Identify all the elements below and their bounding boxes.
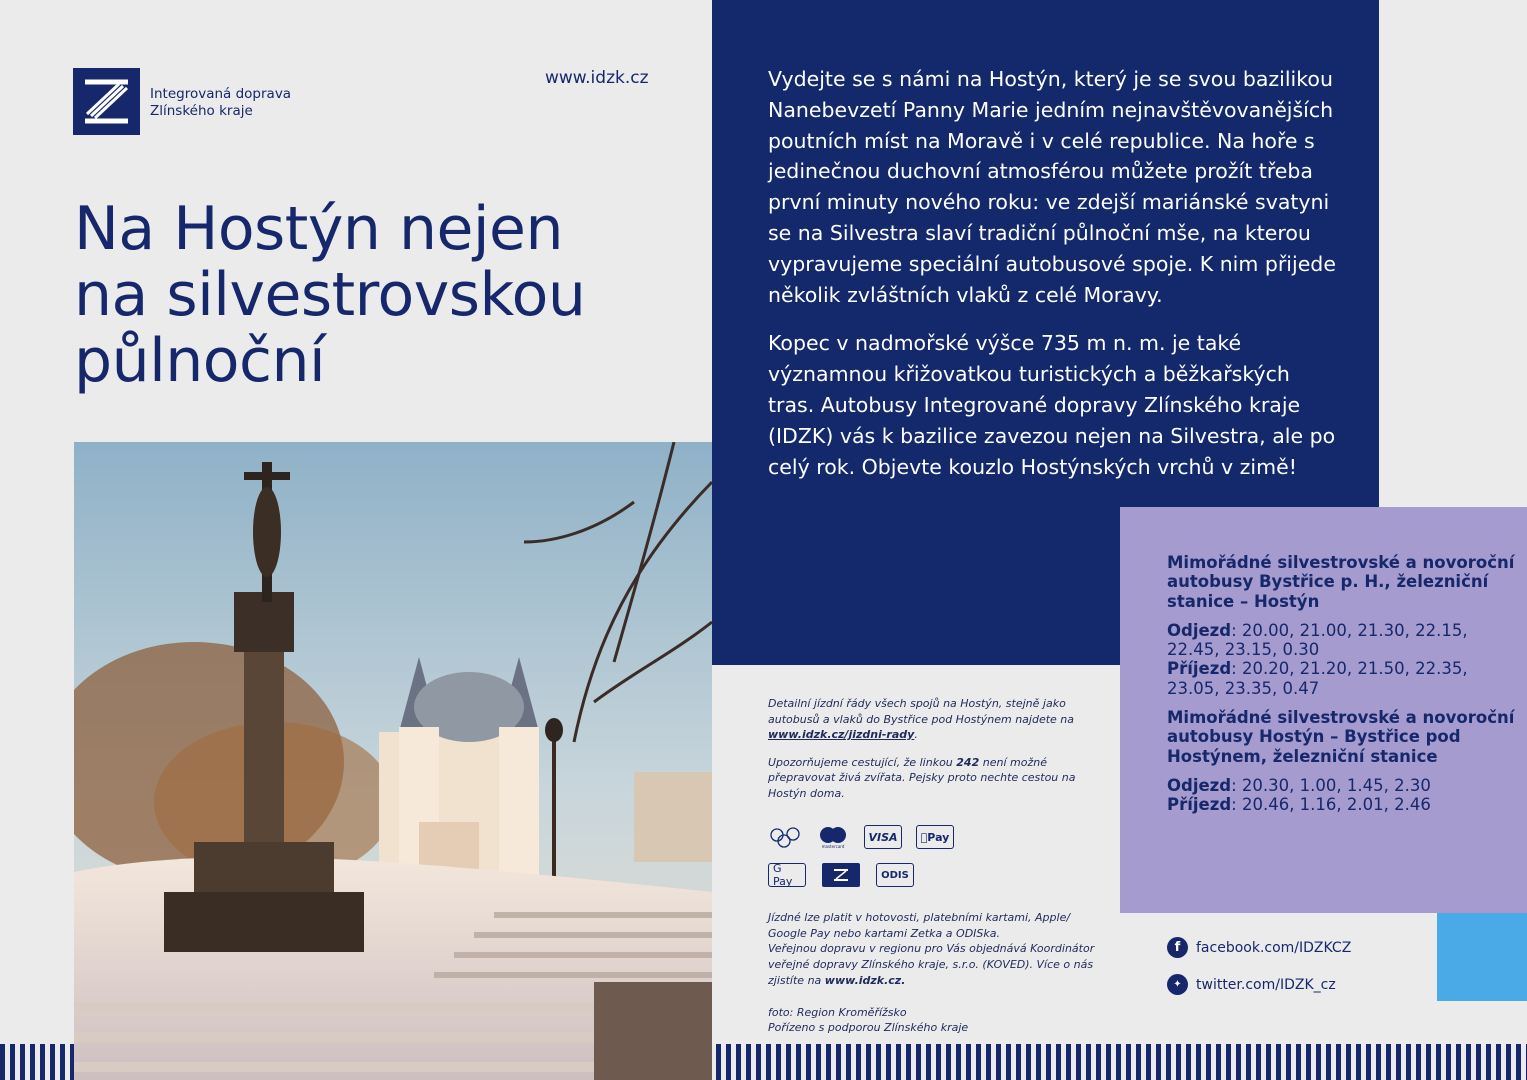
depart-label: Odjezd (1167, 620, 1232, 640)
accent-square (1437, 913, 1527, 1001)
intro-paragraph-2: Kopec v nadmořské výšce 735 m n. m. je také významnou křižovatkou turistických a běžkařských tras. Autobusy Integrované dopravy Zlínského kraje (IDZK) vás k bazilice zavezou nejen na Silvestra, ale po celý rok. Objevte kouzlo Hostýnských vrchů v zimě! (768, 331, 1336, 479)
page-title (74, 196, 694, 394)
schedule-heading-outbound: Mimořádné silvestrovské a novoroční autobusy Bystřice p. H., železniční stanice – Hostýn (1167, 553, 1515, 611)
idzk-link[interactable]: www.idzk.cz. (824, 973, 906, 987)
arrive-times: : 20.20, 21.20, 21.50, 22.35, 23.05, 23.35, 0.47 (1167, 659, 1468, 698)
intro-paragraph-1: Vydejte se s námi na Hostýn, který je se svou bazilikou Nanebevzetí Panny Marie jedním nejnavštěvovanějších poutních míst na Moravě i v celé republice. Na hoře s jedinečnou duchovní atmosférou můžete prožít třeba první minuty nového roku: ve zdejší mariánské svatyni se na Silvestra slaví tradiční půlnoční mše, na kterou vypravujeme speciální autobusové spoje. K nim přijede několik zvláštních vlaků z celé Moravy. (768, 67, 1336, 307)
timetable-link[interactable]: www.idzk.cz/jizdni-rady (768, 728, 915, 741)
payment-icons-row-1 (768, 825, 954, 849)
depart-label: Odjezd (1167, 775, 1232, 795)
idzk-logo (73, 68, 140, 135)
line-number: 242 (956, 755, 980, 769)
koved-note: Veřejnou dopravu v regionu pro Vás objednává Koordinátor veřejné dopravy Zlínského kraje, s.r.o. (KOVED). Více o nás zjistíte na www.idzk.cz. (768, 942, 1095, 987)
hostyn-basilica-photo (74, 442, 712, 1080)
z-logo-icon (73, 68, 140, 135)
twitter-label: twitter.com/IDZK_cz (1196, 976, 1336, 993)
title-line1: Na Hostýn nejen (74, 194, 563, 264)
photo-credits (768, 1005, 1108, 1035)
website-link[interactable]: www.idzk.cz (545, 68, 649, 88)
schedule-return-arrivals (1167, 795, 1517, 814)
photo-credit: foto: Region Kroměřížsko (768, 1006, 907, 1019)
org-name-line2: Zlínského kraje (150, 103, 253, 119)
info-text (768, 696, 1098, 813)
payment-note: Jízdné lze platit v hotovosti, platebními kartami, Apple/ Google Pay nebo kartami Zetka a ODISka. (768, 911, 1071, 940)
mastercard-icon (816, 825, 850, 849)
facebook-icon: f (1167, 937, 1188, 958)
timetable-note: Detailní jízdní řády všech spojů na Hostýn, stejně jako autobusů a vlaků do Bystřice pod Hostýnem najdete na www.idzk.cz/jizdni-rady. (768, 697, 1074, 741)
title-line3: půlnoční (74, 326, 326, 396)
title-line2: na silvestrovskou (74, 260, 586, 330)
animals-note: Upozorňujeme cestující, že linkou 242 není možné přepravovat živá zvířata. Pejsky proto nechte cestou na Hostýn doma. (768, 755, 1076, 800)
support-credit: Pořízeno s podporou Zlínského kraje (768, 1021, 969, 1034)
schedule-outbound-departures (1167, 621, 1517, 660)
schedule-heading-return: Mimořádné silvestrovské a novoroční autobusy Hostýn – Bystřice pod Hostýnem, železniční stanice (1167, 708, 1515, 766)
odis-card-icon: ODIS (876, 863, 914, 887)
twitter-icon: ✦ (1167, 974, 1188, 995)
payment-icons-row-2 (768, 863, 914, 887)
twitter-link[interactable] (1167, 974, 1336, 995)
intro-text (768, 64, 1338, 500)
payment-info (768, 910, 1108, 989)
visa-icon: VISA (864, 825, 902, 849)
arrive-label: Příjezd (1167, 795, 1232, 815)
arrive-label: Příjezd (1167, 659, 1232, 679)
schedule-outbound-arrivals (1167, 659, 1517, 698)
schedule-return-departures (1167, 776, 1517, 795)
stripe-decoration-left (0, 1044, 74, 1080)
arrive-times: : 20.46, 1.16, 2.01, 2.46 (1231, 795, 1431, 815)
facebook-link[interactable] (1167, 937, 1351, 958)
svg-text:mastercard: mastercard (821, 844, 845, 849)
google-pay-icon: G Pay (768, 863, 806, 887)
tickets-icon (768, 825, 802, 849)
schedule-content (1167, 553, 1517, 815)
depart-times: : 20.00, 21.00, 21.30, 22.15, 22.45, 23.15, 0.30 (1167, 620, 1468, 660)
zetka-card-icon (822, 863, 860, 887)
facebook-label: facebook.com/IDZKCZ (1196, 939, 1352, 956)
schedule-box (1120, 507, 1527, 913)
org-name-line1: Integrovaná doprava (150, 86, 292, 102)
depart-times: : 20.30, 1.00, 1.45, 2.30 (1231, 775, 1431, 795)
apple-pay-icon: Pay (916, 825, 954, 849)
stripe-decoration-right (716, 1044, 1527, 1080)
org-name (150, 86, 291, 120)
